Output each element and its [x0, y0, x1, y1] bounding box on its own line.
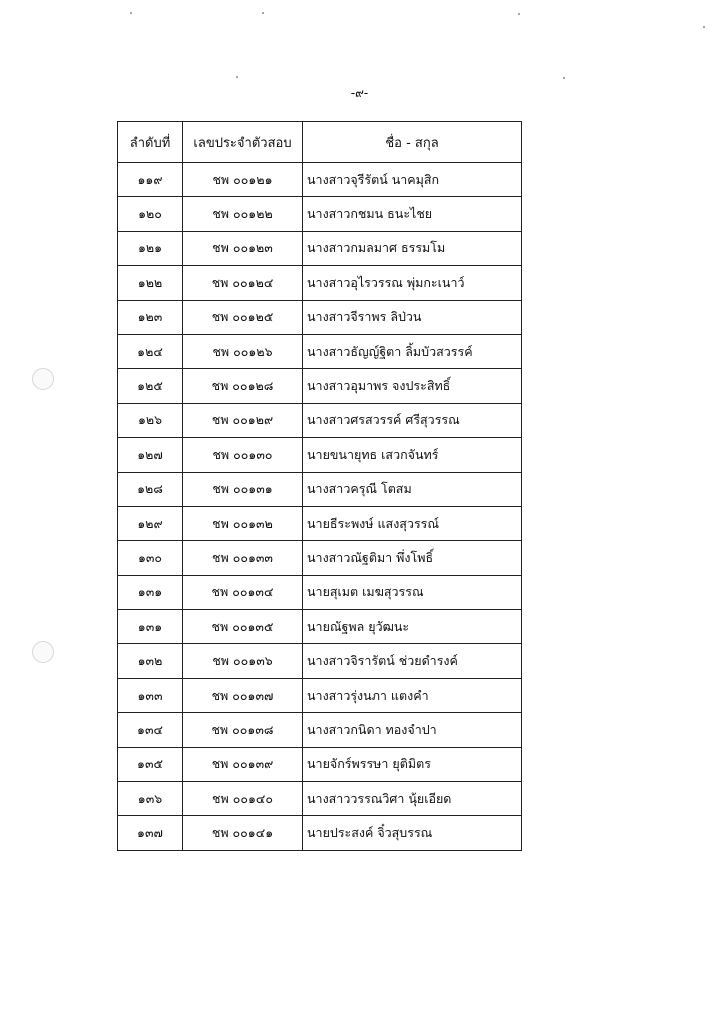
table-header: [118, 122, 522, 163]
row-exam-id: ชพ ๐๐๑๒๕: [183, 300, 303, 334]
row-exam-id: ชพ ๐๐๑๓๕: [183, 610, 303, 644]
page-number: -๙-: [350, 86, 369, 100]
header-sequence: ลำดับที่: [118, 122, 183, 163]
row-full-name: นายธีระพงษ์ แสงสุวรรณ์: [303, 506, 522, 540]
row-full-name: นางสาวกชมน ธนะไชย: [303, 197, 522, 231]
row-full-name: นางสาววรรณวิศา นุ้ยเอียด: [303, 782, 522, 816]
row-exam-id: ชพ ๐๐๑๓๙: [183, 747, 303, 781]
table-row: [118, 506, 522, 540]
row-full-name: นางสาวจีราพร ลิป่วน: [303, 300, 522, 334]
row-full-name: นายสุเมต เมฆสุวรรณ: [303, 575, 522, 609]
header-full-name: ชื่อ - สกุล: [303, 122, 522, 163]
row-sequence: ๑๒๓: [118, 300, 183, 334]
table-row: [118, 747, 522, 781]
table-row: [118, 816, 522, 850]
table-row: [118, 300, 522, 334]
row-full-name: นางสาวณัฐติมา พึ่งโพธิ์: [303, 541, 522, 575]
table-row: [118, 231, 522, 265]
row-full-name: นางสาวศรสวรรค์ ศรีสุวรรณ: [303, 403, 522, 437]
row-exam-id: ชพ ๐๐๑๒๖: [183, 334, 303, 368]
row-exam-id: ชพ ๐๐๑๔๑: [183, 816, 303, 850]
candidate-table: [117, 121, 522, 851]
punch-hole-bottom: [32, 641, 54, 663]
row-sequence: ๑๓๕: [118, 747, 183, 781]
scan-speck: [563, 77, 565, 79]
row-sequence: ๑๒๕: [118, 369, 183, 403]
table-row: [118, 541, 522, 575]
row-full-name: นางสาวจุรีรัตน์ นาคมุสิก: [303, 163, 522, 197]
row-exam-id: ชพ ๐๐๑๓๖: [183, 644, 303, 678]
row-full-name: นางสาวอุมาพร จงประสิทธิ์: [303, 369, 522, 403]
row-sequence: ๑๒๘: [118, 472, 183, 506]
row-exam-id: ชพ ๐๐๑๒๘: [183, 369, 303, 403]
row-sequence: ๑๓๗: [118, 816, 183, 850]
row-exam-id: ชพ ๐๐๑๒๓: [183, 231, 303, 265]
row-exam-id: ชพ ๐๐๑๓๘: [183, 713, 303, 747]
table-row: [118, 163, 522, 197]
row-full-name: นายจักร์พรรษา ยุติมิตร: [303, 747, 522, 781]
table-row: [118, 644, 522, 678]
row-sequence: ๑๓๐: [118, 541, 183, 575]
table-row: [118, 369, 522, 403]
table-row: [118, 266, 522, 300]
row-exam-id: ชพ ๐๐๑๓๗: [183, 678, 303, 712]
scan-speck: [262, 12, 264, 14]
row-sequence: ๑๒๐: [118, 197, 183, 231]
row-full-name: นายณัฐพล ยุวัฒนะ: [303, 610, 522, 644]
table-row: [118, 610, 522, 644]
row-sequence: ๑๓๑: [118, 575, 183, 609]
scan-speck: [130, 12, 132, 14]
row-sequence: ๑๓๑: [118, 610, 183, 644]
table-row: [118, 472, 522, 506]
row-exam-id: ชพ ๐๐๑๓๑: [183, 472, 303, 506]
scan-speck: [236, 76, 238, 78]
row-sequence: ๑๒๖: [118, 403, 183, 437]
row-sequence: ๑๓๖: [118, 782, 183, 816]
header-exam-id: เลขประจำตัวสอบ: [183, 122, 303, 163]
scan-speck: [518, 13, 520, 15]
row-sequence: ๑๒๒: [118, 266, 183, 300]
row-sequence: ๑๓๒: [118, 644, 183, 678]
row-full-name: นางสาวอุไรวรรณ พุ่มกะเนาว์: [303, 266, 522, 300]
row-exam-id: ชพ ๐๐๑๓๓: [183, 541, 303, 575]
row-sequence: ๑๒๑: [118, 231, 183, 265]
row-exam-id: ชพ ๐๐๑๓๔: [183, 575, 303, 609]
row-exam-id: ชพ ๐๐๑๒๙: [183, 403, 303, 437]
row-full-name: นายประสงค์ จิ๋วสุบรรณ: [303, 816, 522, 850]
row-full-name: นางสาวครุณี โตสม: [303, 472, 522, 506]
row-exam-id: ชพ ๐๐๑๒๔: [183, 266, 303, 300]
table-row: [118, 575, 522, 609]
table-body: [118, 163, 522, 851]
scan-speck: [703, 26, 705, 28]
row-full-name: นางสาวรุ่งนภา แตงคำ: [303, 678, 522, 712]
row-sequence: ๑๒๙: [118, 506, 183, 540]
row-exam-id: ชพ ๐๐๑๓๐: [183, 438, 303, 472]
table-row: [118, 713, 522, 747]
row-exam-id: ชพ ๐๐๑๒๒: [183, 197, 303, 231]
row-full-name: นางสาวธัญญ์ฐิตา ลิ้มบัวสวรรค์: [303, 334, 522, 368]
table-row: [118, 403, 522, 437]
table-row: [118, 197, 522, 231]
row-exam-id: ชพ ๐๐๑๓๒: [183, 506, 303, 540]
row-sequence: ๑๑๙: [118, 163, 183, 197]
table-row: [118, 782, 522, 816]
row-full-name: นางสาวจิรารัตน์ ช่วยดำรงค์: [303, 644, 522, 678]
table-row: [118, 438, 522, 472]
header-row: [118, 122, 522, 163]
row-sequence: ๑๒๗: [118, 438, 183, 472]
row-full-name: นายขนายุทธ เสวกจันทร์: [303, 438, 522, 472]
row-sequence: ๑๓๔: [118, 713, 183, 747]
row-sequence: ๑๓๓: [118, 678, 183, 712]
row-exam-id: ชพ ๐๐๑๒๑: [183, 163, 303, 197]
row-full-name: นางสาวกมลมาศ ธรรมโม: [303, 231, 522, 265]
row-full-name: นางสาวกนิดา ทองจำปา: [303, 713, 522, 747]
table-row: [118, 678, 522, 712]
row-exam-id: ชพ ๐๐๑๔๐: [183, 782, 303, 816]
row-sequence: ๑๒๔: [118, 334, 183, 368]
punch-hole-top: [32, 368, 54, 390]
table-row: [118, 334, 522, 368]
